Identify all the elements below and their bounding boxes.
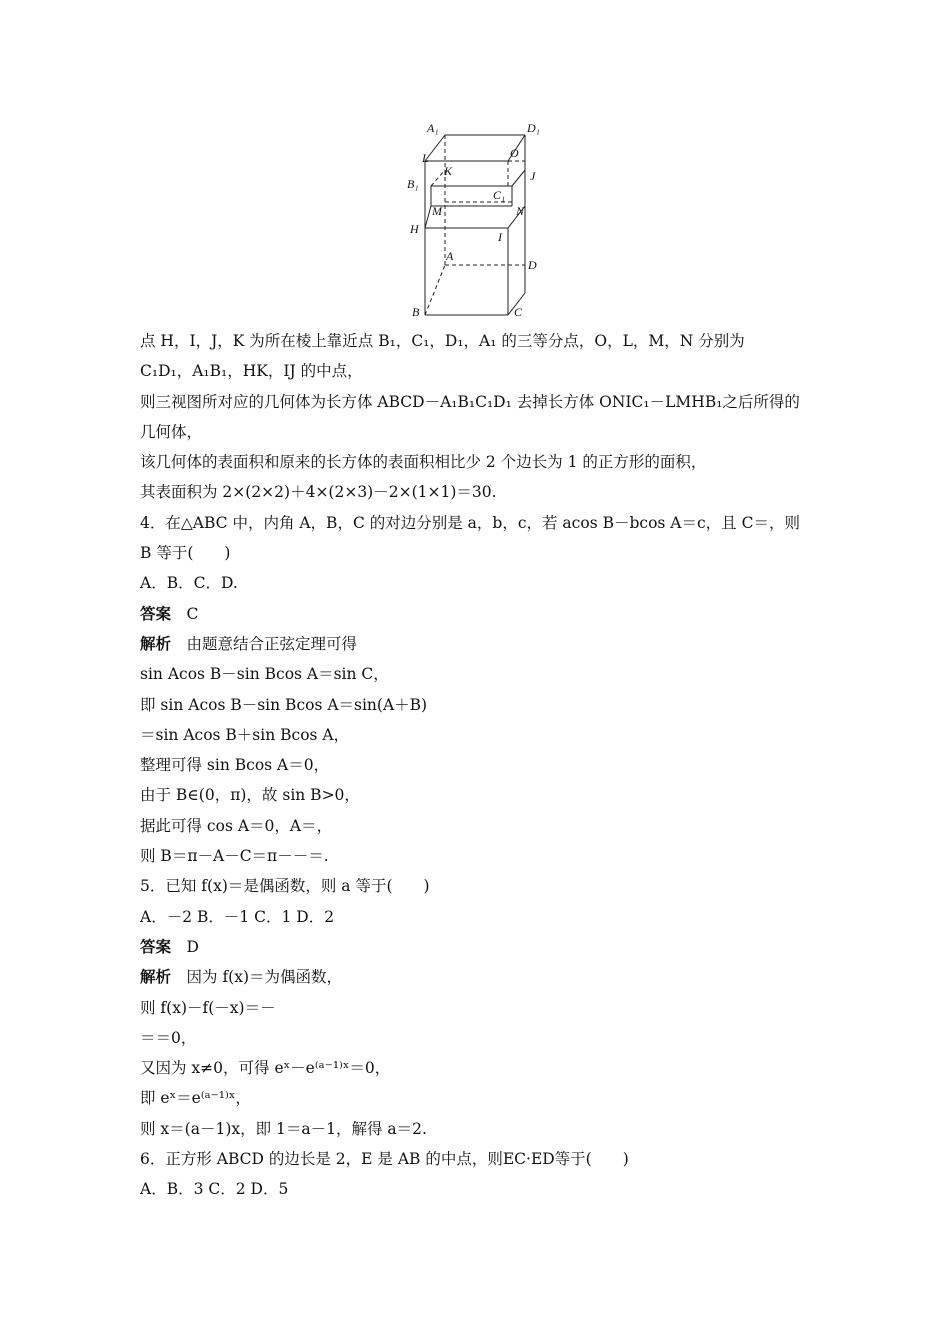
label-k: K (444, 164, 453, 178)
label-n: N (516, 204, 525, 218)
question-4-options: A．B．C．D. (140, 574, 238, 593)
label-d1: D₁ (527, 121, 540, 135)
label-o: O (510, 146, 519, 160)
text-line: 则三视图所对应的几何体为长方体 ABCD－A₁B₁C₁D₁ 去掉长方体 ONIC₁－LMHB₁之后所得的 (140, 392, 800, 411)
text-line: ＝sin Acos B＋sin Bcos A， (140, 725, 350, 744)
text-line: 则 x＝(a－1)x，即 1＝a－1，解得 a＝2. (140, 1119, 427, 1138)
question-5-options: A．－2 B．－1 C．1 D．2 (140, 907, 335, 926)
text-line: 整理可得 sin Bcos A＝0， (140, 756, 330, 775)
question-4: 4．在△ABC 中，内角 A，B，C 的对边分别是 a，b，c，若 acos B－bcos A＝c，且 C＝，则 (140, 513, 800, 532)
text-line: 该几何体的表面积和原来的长方体的表面积相比少 2 个边长为 1 的正方形的面积， (140, 453, 707, 472)
label-c1: C₁ (493, 188, 506, 202)
edge-j-back (512, 170, 525, 186)
label-j: J (530, 169, 536, 183)
label-a: A (446, 249, 454, 263)
answer-line: 答案 C (140, 603, 199, 623)
text-line: 由于 B∈(0，π)，故 sin B>0， (140, 786, 360, 805)
text-line: 即 eˣ＝e⁽ᵃ⁻¹⁾ˣ， (140, 1089, 251, 1108)
label-d: D (528, 258, 537, 272)
label-l: L (422, 151, 429, 165)
question-6: 6．正方形 ABCD 的边长是 2，E 是 AB 的中点，则EC·ED等于( ) (140, 1150, 629, 1169)
label-h: H (410, 222, 419, 236)
label-b: B (412, 305, 420, 319)
text-line: 则 B＝π－A－C＝π－－＝. (140, 847, 329, 866)
analysis-line: 解析 由题意结合正弦定理可得 (140, 633, 358, 653)
edge-b-a-hidden (425, 265, 445, 315)
edge-k-back-hidden (431, 170, 445, 186)
edge-h-m (425, 206, 431, 228)
text-line: 其表面积为 2×(2×2)＋4×(2×3)－2×(1×1)＝30. (140, 483, 497, 502)
solution-text (140, 326, 820, 1205)
text-line: 又因为 x≠0，可得 eˣ－e⁽ᵃ⁻¹⁾ˣ＝0， (140, 1059, 391, 1078)
answer-line: 答案 D (140, 936, 199, 956)
analysis-line: 解析 因为 f(x)＝为偶函数， (140, 967, 343, 987)
text-line: C₁D₁，A₁B₁，HK，IJ 的中点， (140, 362, 363, 381)
text-line: 则 f(x)－f(－x)＝－ (140, 998, 276, 1017)
text-line: 即 sin Acos B－sin Bcos A＝sin(A＋B) (140, 695, 428, 714)
text-line: 几何体， (140, 422, 203, 441)
label-a1: A₁ (427, 121, 439, 135)
text-line: 点 H，I，J，K 为所在棱上靠近点 B₁，C₁，D₁，A₁ 的三等分点，O，L，M，N 分别为 (140, 332, 745, 350)
text-line: sin Acos B－sin Bcos A＝sin C， (140, 665, 389, 684)
label-b1: B₁ (407, 177, 419, 191)
text-line: 据此可得 cos A＝0，A＝， (140, 816, 333, 835)
cuboid-diagram (400, 118, 560, 323)
label-i: I (498, 230, 502, 244)
text-line: B 等于( ) (140, 544, 231, 563)
label-m: M (432, 204, 442, 218)
question-5: 5．已知 f(x)＝是偶函数，则 a 等于( ) (140, 877, 430, 896)
text-line: ＝＝0， (140, 1028, 197, 1047)
label-c: C (514, 305, 523, 319)
cuboid-figure (400, 118, 560, 323)
question-6-options: A．B．3 C．2 D．5 (140, 1180, 289, 1199)
